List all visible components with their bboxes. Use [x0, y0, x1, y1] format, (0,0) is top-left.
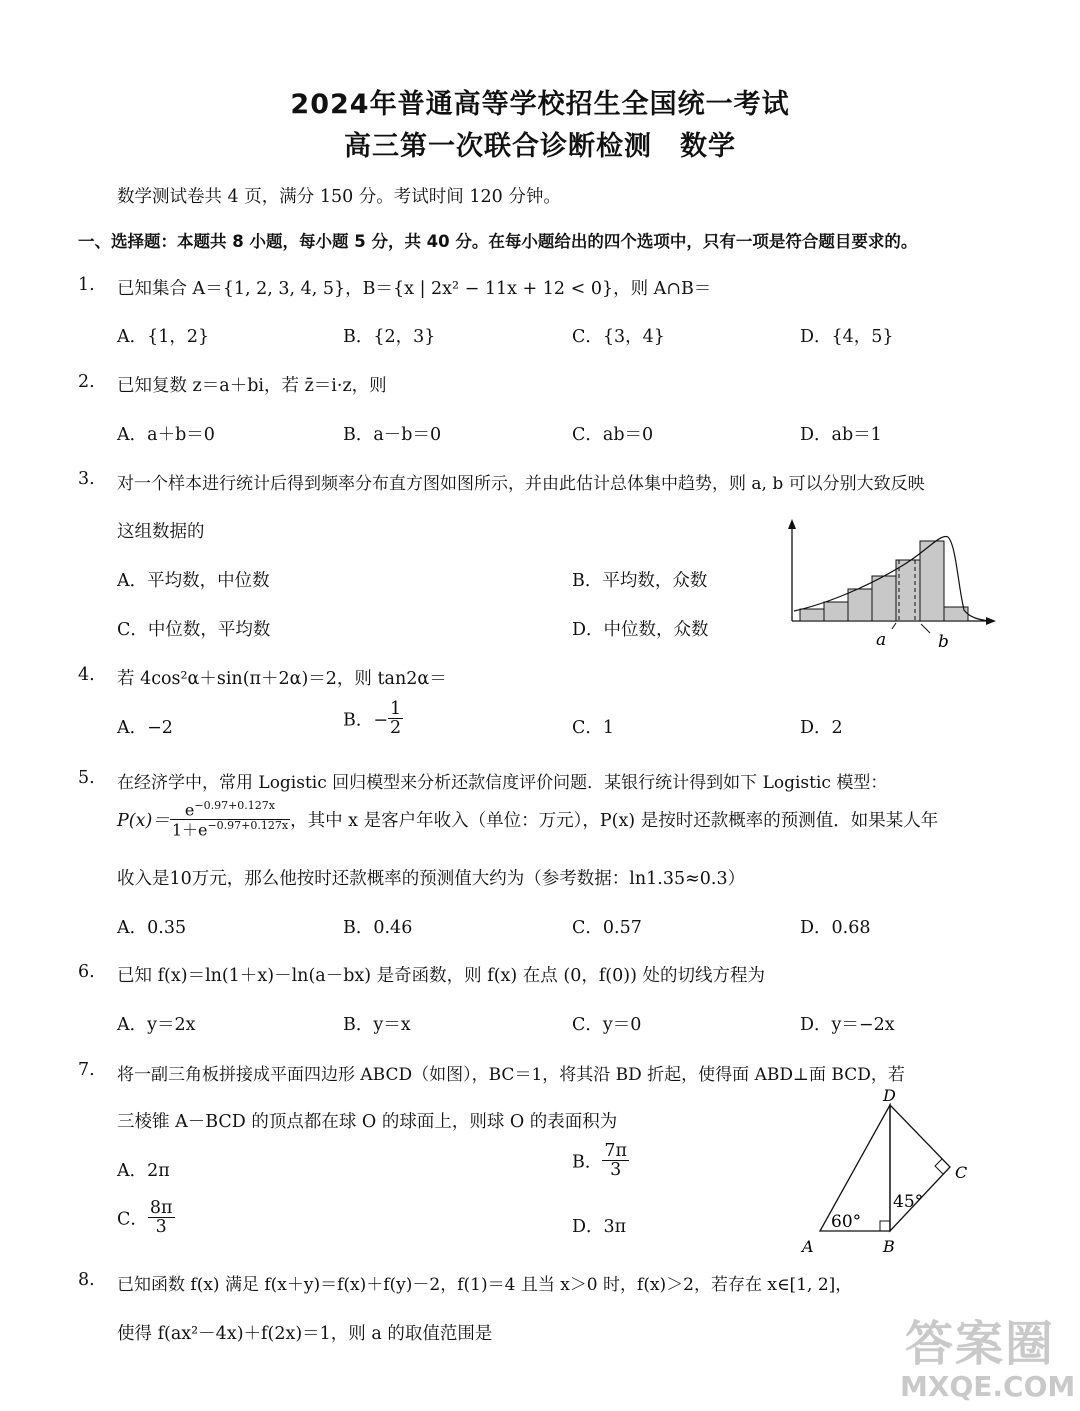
q1-option-a: A．{1，2} [117, 327, 210, 347]
q2-option-a: A．a＋b＝0 [117, 425, 215, 445]
q6-stem: 已知 f(x)＝ln(1＋x)－ln(a－bx) 是奇函数，则 f(x) 在点 (0，f(0)) 处的切线方程为 [117, 966, 765, 986]
q5-stem: 在经济学中，常用 Logistic 回归模型来分析还款信度评价问题．某银行统计得到如下 Logistic 模型： [117, 773, 888, 793]
q2-option-b: B．a－b＝0 [343, 425, 442, 445]
q6-number: 6. [78, 962, 95, 982]
q5-line2: ，其中 x 是客户年收入（单位：万元），P(x) 是按时还款概率的预测值．如果某人年 [290, 811, 939, 832]
q3-option-a: A．平均数，中位数 [117, 571, 270, 591]
angle-45-label: 45° [893, 1192, 924, 1212]
watermark-url: MXQE.COM [900, 1370, 1076, 1403]
q4-b-denominator: 2 [390, 718, 402, 739]
q8-stem: 已知函数 f(x) 满足 f(x＋y)＝f(x)＋f(y)－2，f(1)＝4 且当 x＞0 时，f(x)＞2，若存在 x∈[1, 2]， [117, 1275, 853, 1295]
q7-stem-cont: 三棱锥 A－BCD 的顶点都在球 O 的球面上，则球 O 的表面积为 [117, 1112, 618, 1132]
q5-number: 5. [78, 768, 95, 788]
hist-bar-3 [848, 589, 872, 621]
q7-b-denominator: 3 [610, 1160, 622, 1181]
vertex-d: D [883, 1086, 896, 1105]
right-angle-c [935, 1159, 943, 1174]
q5-num-exp: −0.97+0.127x [194, 799, 275, 812]
q5-option-d: D．0.68 [800, 918, 871, 938]
q3-stem: 对一个样本进行统计后得到频率分布直方图如图所示，并由此估计总体集中趋势，则 a, b 可以分别大致反映 [117, 474, 925, 494]
q4-option-b-fraction [388, 700, 403, 738]
q5-line3: 收入是10万元，那么他按时还款概率的预测值大约为（参考数据：ln1.35≈0.3） [117, 869, 746, 889]
q6-option-d: D．y＝−2x [800, 1015, 895, 1035]
q7-option-d: D．3π [572, 1217, 627, 1237]
q4-option-b-prefix: B．− [343, 710, 389, 731]
hist-bar-6 [920, 541, 944, 621]
q5-option-a: A．0.35 [117, 918, 187, 938]
q2-option-d: D．ab＝1 [800, 425, 882, 445]
hist-pointer-a [892, 623, 896, 629]
q7-option-b [572, 1142, 629, 1180]
q7-option-b-fraction [602, 1142, 629, 1180]
q7-option-c-fraction [148, 1199, 175, 1237]
hist-bar-4 [872, 576, 896, 621]
angle-60-label: 60° [831, 1212, 862, 1232]
q5-den-exp: −0.97+0.127x [207, 819, 289, 833]
q4-number: 4. [78, 665, 95, 685]
q3-option-c: C．中位数，平均数 [117, 620, 271, 640]
q4-option-d: D．2 [800, 718, 843, 738]
q4-stem: 若 4cos²α＋sin(π＋2α)＝2，则 tan2α＝ [117, 669, 447, 689]
vertex-b: B [883, 1237, 895, 1256]
q1-number: 1. [78, 275, 95, 295]
hist-label-b: b [938, 632, 949, 652]
hist-y-arrow [788, 519, 796, 529]
hist-bar-1 [800, 609, 824, 621]
vertex-a: A [802, 1237, 814, 1256]
q5-option-b: B．0.46 [343, 918, 413, 938]
q3-option-b: B．平均数，众数 [572, 571, 708, 591]
q5-logistic-fraction [170, 800, 290, 839]
q5-numerator [170, 800, 290, 820]
section-heading: 一、选择题：本题共 8 小题，每小题 5 分，共 40 分。在每小题给出的四个选项中，只有一项是符合题目要求的。 [78, 232, 918, 251]
q2-option-c: C．ab＝0 [572, 425, 654, 445]
q3-stem-cont: 这组数据的 [117, 522, 205, 542]
exam-intro: 数学测试卷共 4 页，满分 150 分。考试时间 120 分钟。 [117, 187, 561, 207]
q4-option-c: C．1 [572, 718, 615, 738]
hist-bar-5 [896, 560, 920, 621]
triangle-bcd [890, 1105, 950, 1231]
right-angle-b [880, 1221, 890, 1231]
q7-option-b-prefix: B． [572, 1152, 603, 1173]
q3-number: 3. [78, 469, 95, 489]
q1-option-d: D．{4，5} [800, 327, 894, 347]
exam-title: 2024年普通高等学校招生全国统一考试 [290, 89, 790, 120]
q7-option-c-prefix: C． [117, 1209, 148, 1230]
q8-stem-cont: 使得 f(ax²－4x)＋f(2x)＝1，则 a 的取值范围是 [117, 1324, 493, 1344]
exam-subtitle: 高三第一次联合诊断检测 数学 [344, 131, 736, 162]
q3-histogram-figure [780, 515, 1000, 655]
q5-formula-line [117, 800, 938, 839]
q7-stem: 将一副三角板拼接成平面四边形 ABCD（如图），BC＝1，将其沿 BD 折起，使得面 ABD⊥面 BCD，若 [117, 1065, 905, 1085]
q1-stem: 已知集合 A＝{1, 2, 3, 4, 5}，B＝{x | 2x² − 11x + 12 < 0}，则 A∩B＝ [117, 279, 712, 299]
q7-c-denominator: 3 [155, 1217, 167, 1238]
q6-option-b: B．y＝x [343, 1015, 411, 1035]
q7-number: 7. [78, 1060, 95, 1080]
q5-den-base: 1＋e [171, 820, 208, 840]
q7-quadrilateral-figure [795, 1085, 985, 1260]
q4-b-numerator: 1 [390, 699, 402, 719]
q8-number: 8. [78, 1270, 95, 1290]
q7-option-c [117, 1199, 175, 1237]
hist-label-a: a [876, 630, 887, 650]
vertex-c: C [955, 1163, 968, 1182]
q4-option-a: A．−2 [117, 718, 173, 738]
q7-c-numerator: 8π [149, 1198, 173, 1218]
hist-pointer-b [921, 624, 930, 633]
q6-option-c: C．y＝0 [572, 1015, 642, 1035]
q1-option-b: B．{2，3} [343, 327, 436, 347]
q1-option-c: C．{3，4} [572, 327, 665, 347]
q3-option-d: D．中位数，众数 [572, 620, 709, 640]
q5-num-e: e [184, 800, 195, 820]
q7-option-a: A．2π [117, 1161, 170, 1181]
q4-option-b [343, 700, 403, 738]
q2-stem: 已知复数 z＝a＋bi，若 z̄＝i·z，则 [117, 376, 387, 396]
q5-option-c: C．0.57 [572, 918, 642, 938]
q5-denominator [170, 820, 290, 839]
q6-option-a: A．y＝2x [117, 1015, 196, 1035]
q2-number: 2. [78, 372, 95, 392]
watermark-logo: 答案圈 [905, 1316, 1056, 1372]
q5-px: P(x)＝ [117, 811, 170, 832]
hist-bar-2 [824, 602, 848, 621]
q7-b-numerator: 7π [604, 1141, 628, 1161]
